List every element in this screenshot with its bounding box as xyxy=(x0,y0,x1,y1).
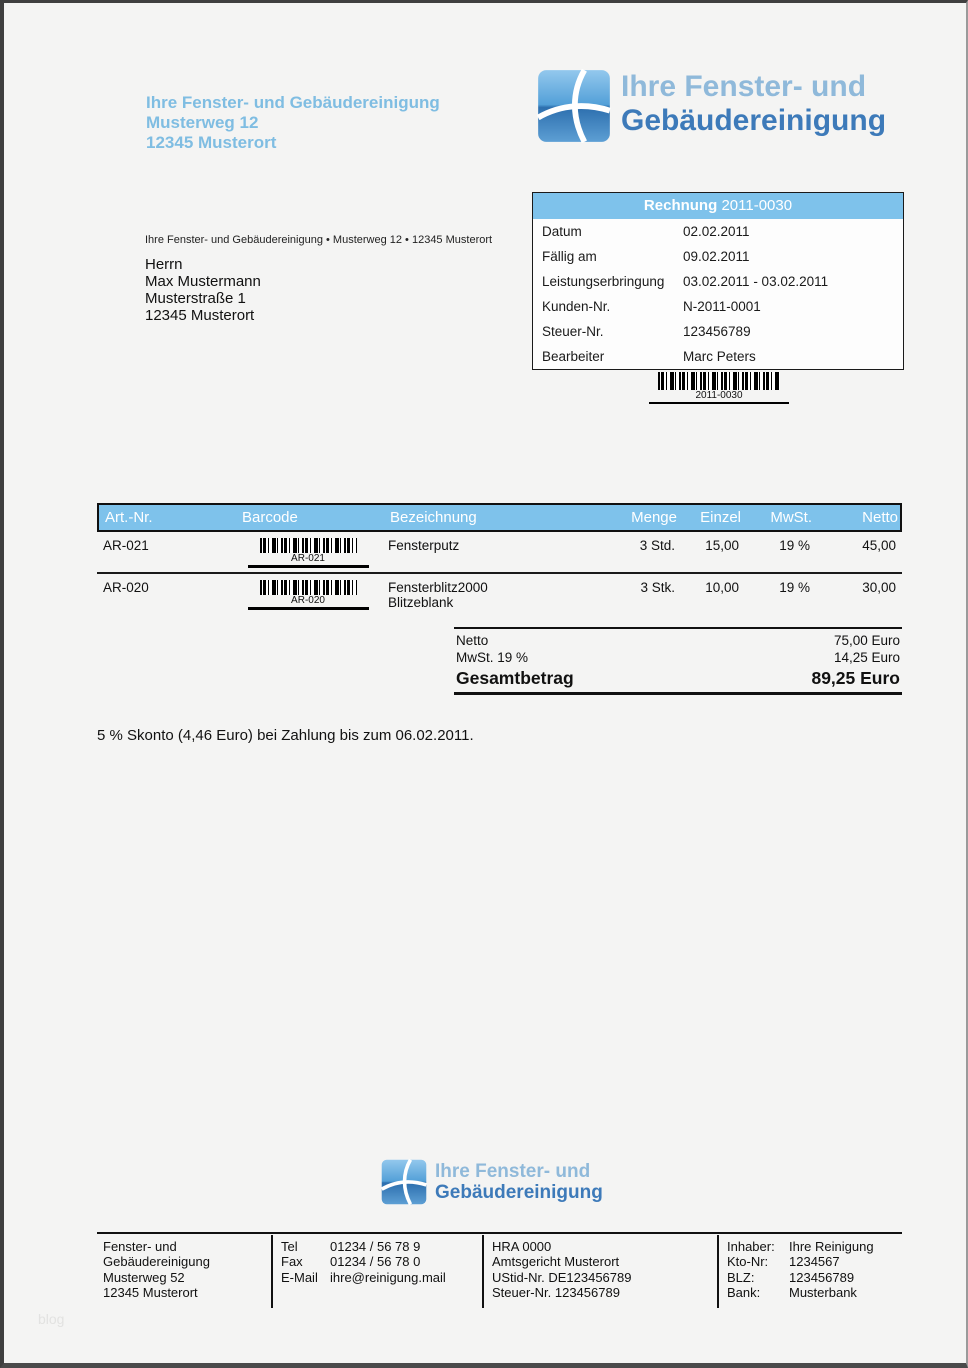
footer-owner-label: Inhaber: xyxy=(727,1239,775,1254)
footer-account-label: Kto-Nr: xyxy=(727,1254,769,1270)
footer-blz-label: BLZ: xyxy=(727,1269,755,1285)
grand-total-label: Gesamtbetrag xyxy=(456,668,574,688)
info-label-tax-no: Steuer-Nr. xyxy=(542,324,604,339)
totals-mwst-row xyxy=(454,649,902,666)
logo-wordmark-line2: Gebäudereinigung xyxy=(621,103,887,137)
invoice-number: 2011-0030 xyxy=(721,197,793,214)
item-name: Fensterputz xyxy=(388,538,460,553)
item-art-nr: AR-020 xyxy=(103,580,149,595)
header-einzel: Einzel xyxy=(700,509,741,526)
footer-tel-label: Tel xyxy=(281,1239,298,1254)
logo-wordmark-line2: Gebäudereinigung xyxy=(435,1182,603,1204)
footer-contact xyxy=(271,1235,482,1308)
logo-wordmark xyxy=(621,70,886,137)
invoice-title xyxy=(533,193,903,219)
recipient-salutation: Herrn xyxy=(145,256,183,273)
item-einzel: 10,00 xyxy=(705,580,739,595)
barcode-bars xyxy=(260,580,357,595)
info-label-customer-no: Kunden-Nr. xyxy=(542,299,611,314)
info-value-tax-no: 123456789 xyxy=(683,324,751,339)
header-barcode: Barcode xyxy=(242,509,298,526)
info-label-service-period: Leistungserbringung xyxy=(542,274,665,289)
item-name: Fensterblitz2000 Blitzeblank xyxy=(388,580,488,610)
item-menge: 3 Std. xyxy=(639,538,675,553)
totals-grand-total-row xyxy=(454,666,902,690)
invoice-info-box xyxy=(532,192,904,370)
item-netto: 30,00 xyxy=(862,580,896,595)
sender-company: Ihre Fenster- und Gebäudereinigung xyxy=(146,93,440,112)
footer-bank xyxy=(717,1235,902,1308)
return-address-line: Ihre Fenster- und Gebäudereinigung • Musterweg 12 • 12345 Musterort xyxy=(145,234,493,246)
info-label-date: Datum xyxy=(542,224,582,239)
totals-mwst-label: MwSt. 19 % xyxy=(456,650,529,665)
sender-block xyxy=(146,93,440,153)
sender-city: 12345 Musterort xyxy=(146,133,277,153)
payment-note: 5 % Skonto (4,46 Euro) bei Zahlung bis zum 06.02.2011. xyxy=(97,727,474,744)
footer-owner-value: Ihre Reinigung xyxy=(789,1239,874,1254)
invoice-info-row xyxy=(533,219,903,244)
info-value-clerk: Marc Peters xyxy=(683,349,756,364)
footer-fax-value: 01234 / 56 78 0 xyxy=(330,1254,421,1270)
recipient-name: Max Mustermann xyxy=(145,273,261,291)
totals-mwst-value: 14,25 Euro xyxy=(833,650,900,665)
footer xyxy=(97,1235,902,1308)
footer-tel-value: 01234 / 56 78 9 xyxy=(330,1239,421,1254)
footer-address: Fenster- und Gebäudereinigung Musterweg 52 12345 Musterort xyxy=(103,1239,210,1300)
logo-wordmark-line1: Ihre Fenster- und xyxy=(621,70,867,103)
header-art-nr: Art.-Nr. xyxy=(105,509,153,526)
invoice-info-row xyxy=(533,294,903,319)
company-logo xyxy=(537,69,886,148)
table-row xyxy=(97,532,902,572)
window-pane-logo-icon xyxy=(537,69,611,148)
table-row xyxy=(97,572,902,614)
footer-logo xyxy=(381,1159,603,1210)
logo-wordmark-line1: Ihre Fenster- und xyxy=(435,1161,591,1182)
item-menge: 3 Stk. xyxy=(640,580,675,595)
footer-email-label: E-Mail xyxy=(281,1269,318,1285)
footer-fax-label: Fax xyxy=(281,1254,303,1270)
invoice-title-label: Rechnung xyxy=(643,197,718,214)
blog-watermark: blog xyxy=(38,1311,65,1327)
info-label-due: Fällig am xyxy=(542,249,597,264)
invoice-info-row xyxy=(533,344,903,369)
barcode-label: 2011-0030 xyxy=(695,390,743,401)
footer-email-value: ihre@reinigung.mail xyxy=(330,1269,446,1285)
totals-block xyxy=(454,627,902,695)
sender-street: Musterweg 12 xyxy=(146,113,259,133)
totals-netto-row xyxy=(454,632,902,649)
totals-netto-value: 75,00 Euro xyxy=(833,633,900,648)
invoice-info-row xyxy=(533,269,903,294)
invoice-info-row xyxy=(533,319,903,344)
item-netto: 45,00 xyxy=(862,538,896,553)
info-value-date: 02.02.2011 xyxy=(683,224,750,239)
footer-bank-label: Bank: xyxy=(727,1284,761,1300)
invoice-info-row xyxy=(533,244,903,269)
header-bezeichnung: Bezeichnung xyxy=(390,509,477,526)
recipient-address xyxy=(145,256,261,324)
footer-blz-value: 123456789 xyxy=(789,1269,855,1285)
info-value-service-period: 03.02.2011 - 03.02.2011 xyxy=(683,274,829,289)
item-einzel: 15,00 xyxy=(705,538,739,553)
barcode-label: AR-021 xyxy=(291,553,325,564)
item-mwst: 19 % xyxy=(779,538,810,553)
item-art-nr: AR-021 xyxy=(103,538,149,553)
info-value-due: 09.02.2011 xyxy=(683,249,750,264)
header-menge: Menge xyxy=(631,509,677,526)
info-value-customer-no: N-2011-0001 xyxy=(683,299,761,314)
footer-divider xyxy=(97,1232,902,1234)
recipient-city: 12345 Musterort xyxy=(145,307,255,325)
footer-bank-value: Musterbank xyxy=(789,1284,857,1300)
invoice-number-barcode xyxy=(649,372,789,404)
info-label-clerk: Bearbeiter xyxy=(542,349,605,364)
recipient-street: Musterstraße 1 xyxy=(145,290,246,308)
header-mwst: MwSt. xyxy=(770,509,812,526)
item-mwst: 19 % xyxy=(779,580,810,595)
totals-netto-label: Netto xyxy=(456,633,489,648)
header-netto: Netto xyxy=(862,509,898,526)
barcode-bars xyxy=(658,372,780,390)
items-table xyxy=(97,503,902,614)
barcode-label: AR-020 xyxy=(291,595,325,606)
footer-legal: HRA 0000 Amtsgericht Musterort UStid-Nr. DE123456789 Steuer-Nr. 123456789 xyxy=(482,1235,717,1308)
grand-total-value: 89,25 Euro xyxy=(811,668,900,688)
footer-account-value: 1234567 xyxy=(789,1254,840,1270)
items-table-header xyxy=(97,503,902,532)
item-barcode xyxy=(234,538,382,568)
item-barcode xyxy=(234,580,382,610)
logo-wordmark xyxy=(435,1161,603,1204)
window-pane-logo-icon xyxy=(381,1159,427,1210)
barcode-bars xyxy=(260,538,357,553)
